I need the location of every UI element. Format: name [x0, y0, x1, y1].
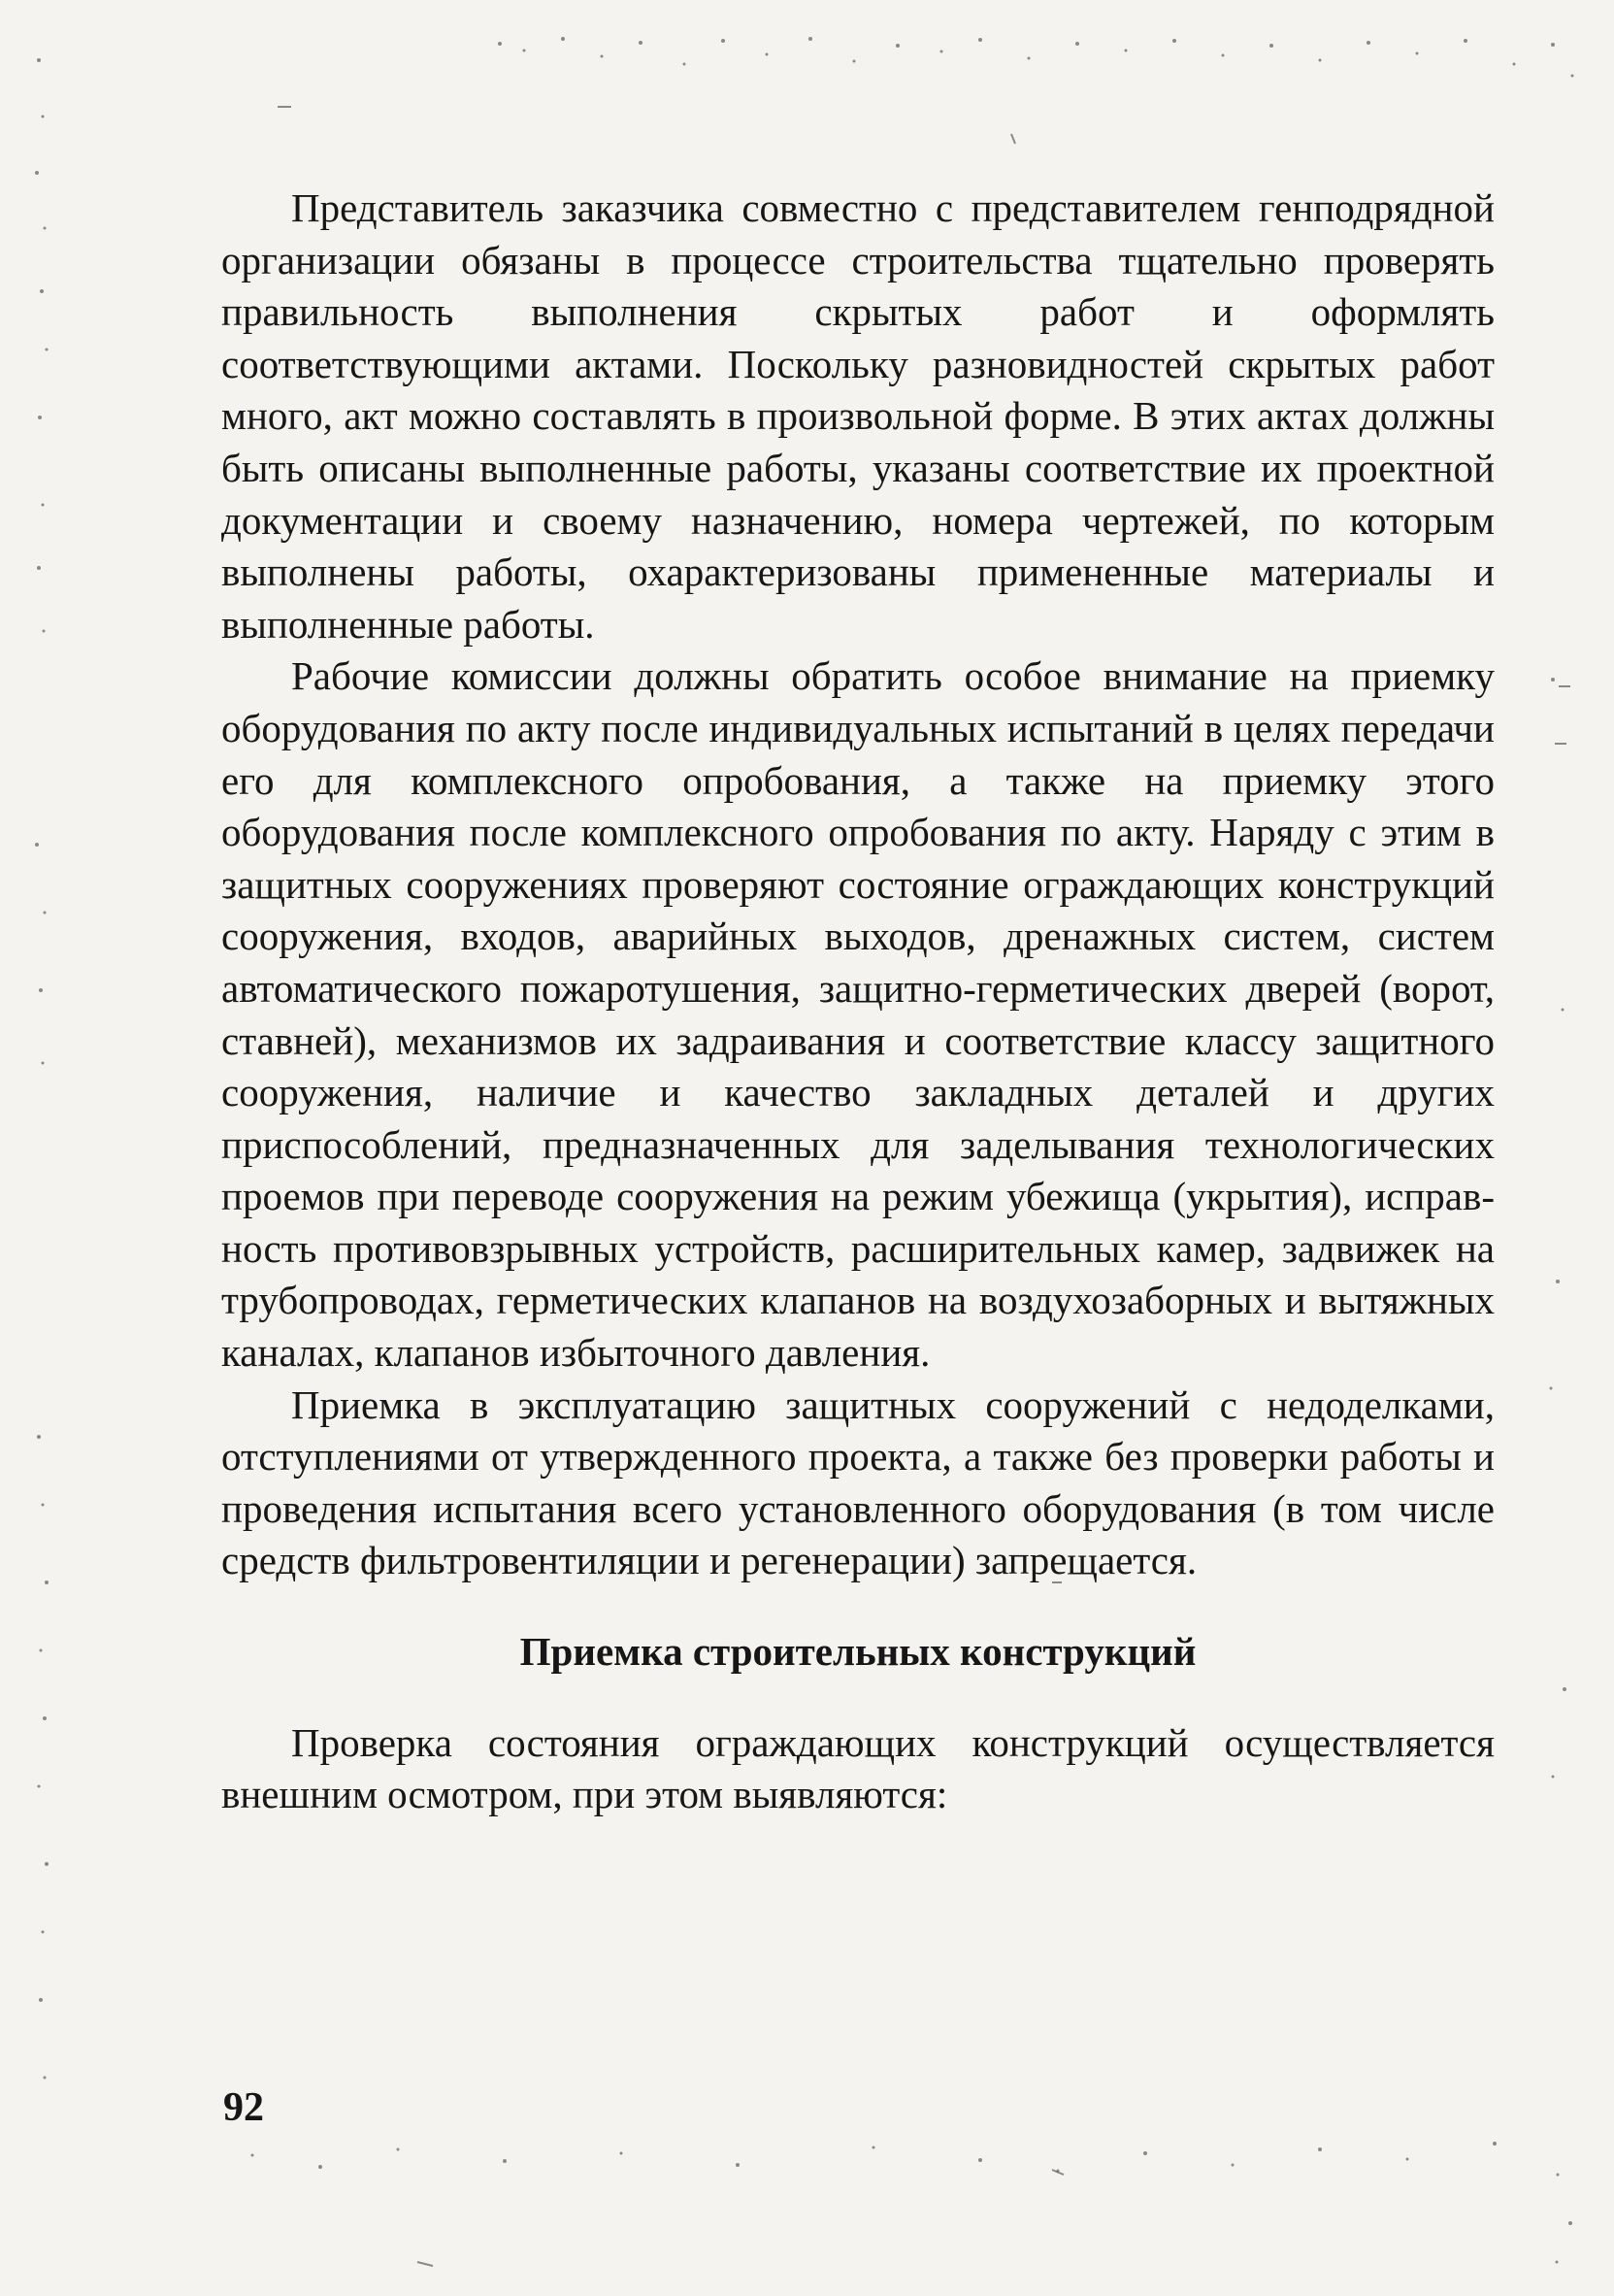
- page-number: 92: [223, 2085, 264, 2130]
- paragraph-1: Представитель заказчика совместно с представителем генподрядной организации обязаны в процессе строительства тщательно проверять правильность выполнения скрытых работ и оформлять соответствующими актами. Поскольку разновидностей скрытых работ много, акт можно составлять в произвольной форме. В этих актах должны быть описаны выполненные работы, указаны соответствие их проектной документации и своему назначению, номера чертежей, по которым выполнены работы, охарактеризованы примененные материалы и выполненные работы.: [221, 185, 1495, 647]
- paragraph-2: Рабочие комиссии должны обратить особое внимание на приемку оборудования по акту после индивидуальных испытаний в целях передачи его для комплексного опробования, а также на приемку этого оборудования после комплексного опробования по акту. Наряду с этим в защитных сооружениях проверяют состояние ограждающих конструкций сооружения, входов, аварийных выходов, дренажных систем, систем автоматического пожаротушения, защитно-герметических дверей (ворот, ставней), механизмов их задраивания и соответствие классу защитного сооружения, наличие и качество закладных деталей и других приспособлений, предназначенных для заделывания технологических проемов при переводе сооружения на режим убежища (укрытия), исправность противовзрывных устройств, расширительных камер, задвижек на трубопроводах, герметических клапанов на воздухозаборных и вытяжных каналах, клапанов избыточного давления.: [221, 653, 1495, 1376]
- page-content: [221, 183, 1495, 1821]
- paragraph-4: Проверка состояния ограждающих конструкций осуществляется внешним осмотром, при этом выявляются:: [221, 1719, 1495, 1817]
- section-heading: Приемка строительных конструкций: [519, 1629, 1197, 1675]
- paragraph-3: Приемка в эксплуатацию защитных сооружений с недоделками, отступлениями от утвержденного проекта, а также без проверки работы и проведения испытания всего установленного оборудования (в том числе средств фильтровентиляции и регенерации) запрещается.: [221, 1381, 1495, 1583]
